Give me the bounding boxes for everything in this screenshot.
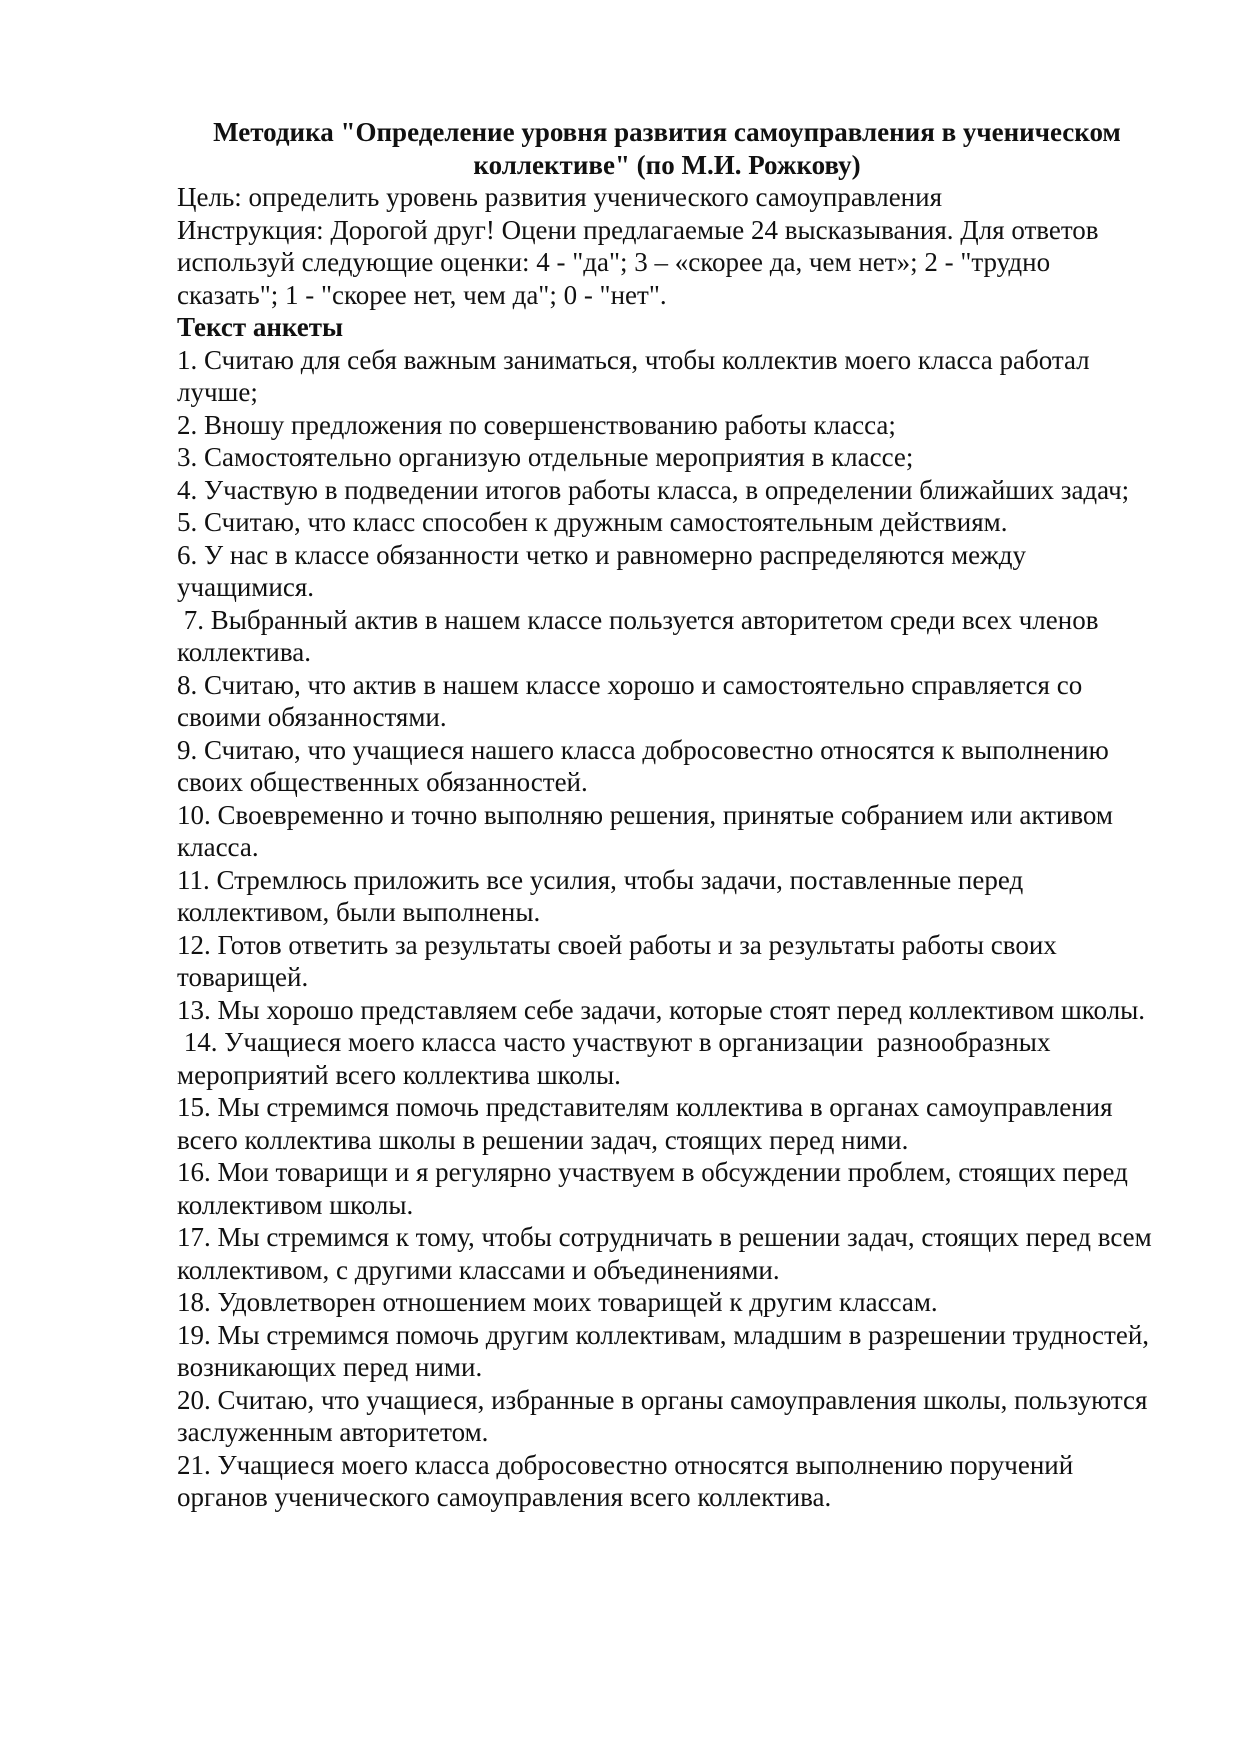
questionnaire-item: 7. Выбранный актив в нашем классе пользуется авторитетом среди всех членов коллектива. [177, 604, 1106, 667]
questionnaire-item: 14. Учащиеся моего класса часто участвуют в организации разнообразных мероприятий всего коллектива школы. [177, 1027, 1058, 1090]
questionnaire-item: 2. Вношу предложения по совершенствованию работы класса; [177, 409, 896, 440]
instruction-text: Инструкция: Дорогой друг! Оцени предлагаемые 24 высказывания. Для ответов используй следующие оценки: 4 - "да"; 3 – «скорее да, чем нет»; 2 - "трудно сказать"; 1 - "скорее нет, чем да"; 0 - "нет". [177, 214, 1099, 310]
questionnaire-item: 6. У нас в классе обязанности четко и равномерно распределяются между учащимися. [177, 539, 1027, 602]
questionnaire-item: 17. Мы стремимся к тому, чтобы сотрудничать в решении задач, стоящих перед всем коллективом, с другими классами и объединениями. [177, 1222, 1152, 1285]
questionnaire-item: 15. Мы стремимся помочь представителям коллектива в органах самоуправления всего коллектива школы в решении задач, стоящих перед ними. [177, 1092, 1113, 1155]
questionnaire-item: 1. Считаю для себя важным заниматься, чтобы коллектив моего класса работал лучше; [177, 344, 1090, 407]
questionnaire-item: 20. Считаю, что учащиеся, избранные в органы самоуправления школы, пользуются заслуженным авторитетом. [177, 1384, 1148, 1447]
questionnaire-list [177, 344, 1157, 1514]
questionnaire-item: 10. Своевременно и точно выполняю решения, принятые собранием или активом класса. [177, 799, 1113, 862]
document-title [177, 116, 1157, 181]
questionnaire-item: 5. Считаю, что класс способен к дружным самостоятельным действиям. [177, 507, 1008, 537]
questionnaire-item: 21. Учащиеся моего класса добросовестно относятся выполнению поручений органов ученического самоуправления всего коллектива. [177, 1449, 1074, 1512]
questionnaire-item: 12. Готов ответить за результаты своей работы и за результаты работы своих товарищей. [177, 929, 1057, 992]
questionnaire-item: 13. Мы хорошо представляем себе задачи, которые стоят перед коллективом школы. [177, 994, 1146, 1025]
questionnaire-item: 16. Мои товарищи и я регулярно участвуем в обсуждении проблем, стоящих перед коллективом школы. [177, 1157, 1128, 1220]
section-title: Текст анкеты [177, 312, 344, 342]
goal-text: Цель: определить уровень развития ученического самоуправления [177, 182, 942, 212]
questionnaire-item: 19. Мы стремимся помочь другим коллективам, младшим в разрешении трудностей, возникающих перед ними. [177, 1319, 1150, 1382]
questionnaire-item: 4. Участвую в подведении итогов работы класса, в определении ближайших задач; [177, 474, 1130, 505]
questionnaire-item: 18. Удовлетворен отношением моих товарищей к другим классам. [177, 1287, 938, 1317]
questionnaire-item: 11. Стремлюсь приложить все усилия, чтобы задачи, поставленные перед коллективом, были выполнены. [177, 864, 1024, 927]
title-line-1: Методика "Определение уровня развития самоуправления в ученическом [213, 117, 1121, 147]
questionnaire-item: 9. Считаю, что учащиеся нашего класса добросовестно относятся к выполнению своих общественных обязанностей. [177, 734, 1109, 797]
questionnaire-item: 8. Считаю, что актив в нашем классе хорошо и самостоятельно справляется со своими обязанностями. [177, 669, 1083, 732]
document-content [177, 116, 1157, 1514]
title-line-2: коллективе" (по М.И. Рожкову) [473, 149, 861, 180]
questionnaire-item: 3. Самостоятельно организую отдельные мероприятия в классе; [177, 442, 914, 472]
